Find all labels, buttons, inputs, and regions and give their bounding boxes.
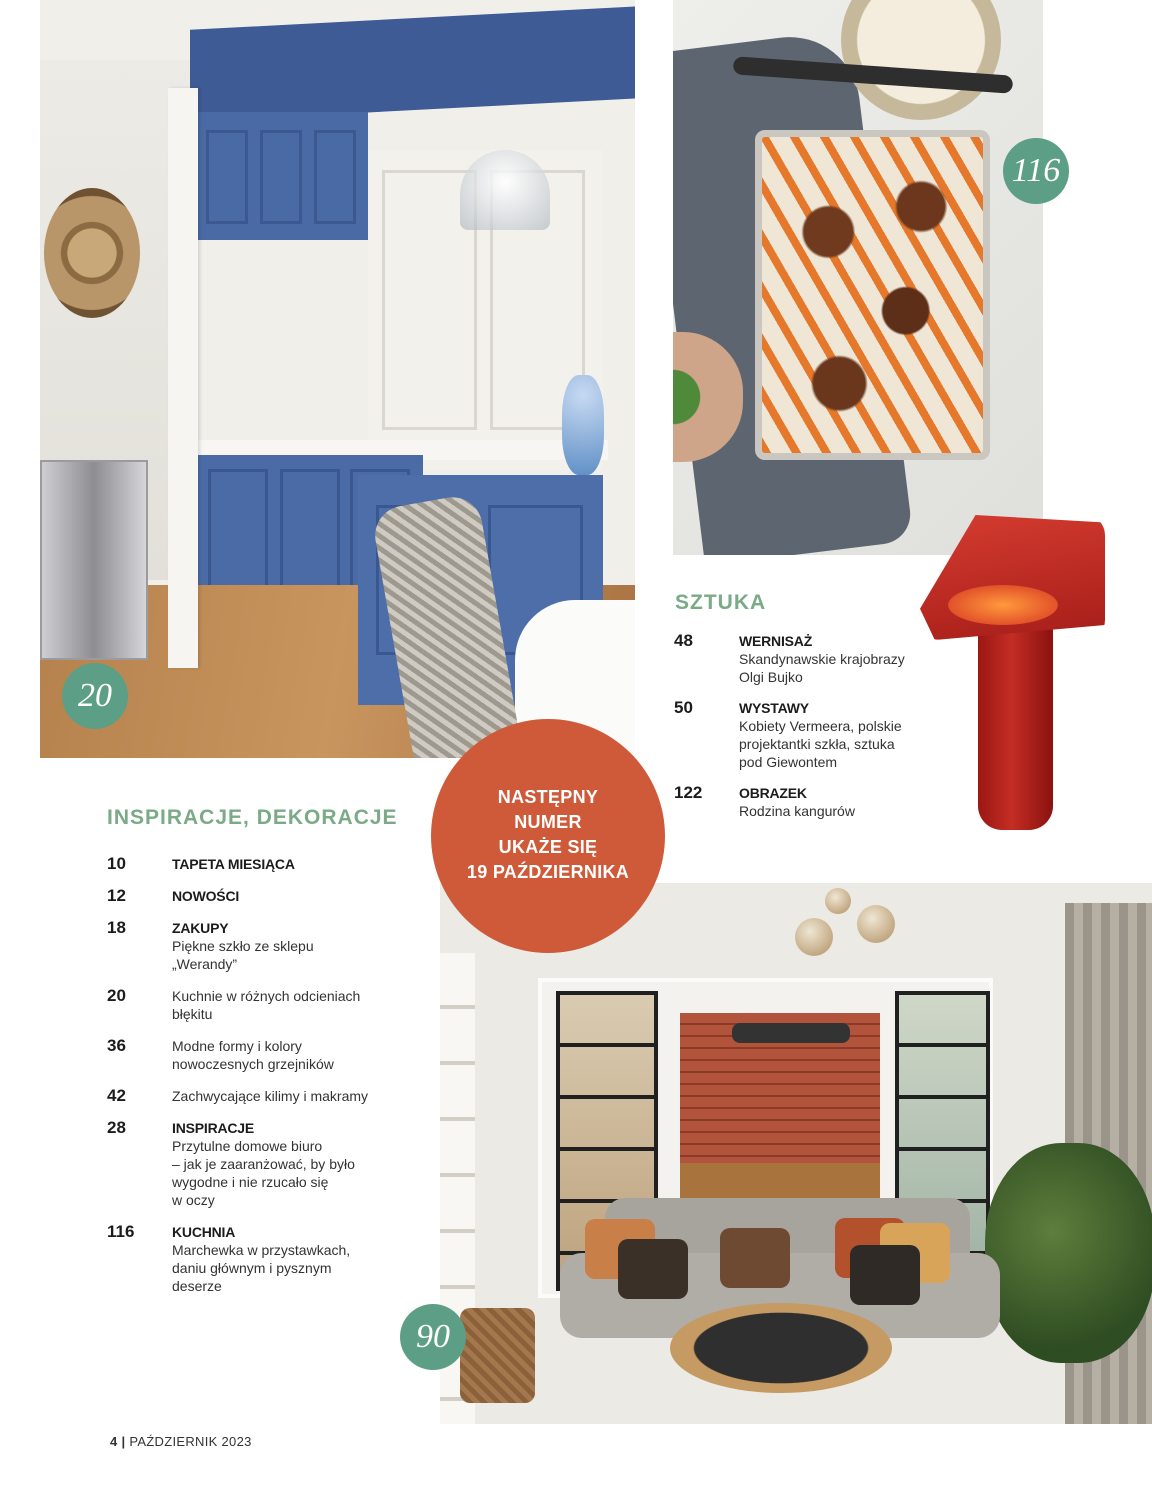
toc-entry-description: Rodzina kangurów [739, 803, 855, 819]
toc-entry-title: KUCHNIA [172, 1224, 236, 1240]
toc-entry[interactable] [107, 1119, 407, 1209]
toc-entry-description: Kuchnie w różnych odcieniach błękitu [172, 988, 361, 1022]
toc-entry-title: ZAKUPY [172, 920, 229, 936]
toc-entry-description: Zachwycające kilimy i makramy [172, 1088, 369, 1104]
next-issue-line: NASTĘPNY [497, 787, 599, 807]
toc-entry-description: Piękne szkło ze sklepu „Werandy” [172, 938, 314, 972]
toc-entry-text [172, 887, 239, 905]
toc-entry-title: NOWOŚCI [172, 888, 240, 904]
toc-entry-text [172, 987, 360, 1023]
toc-page-number: 12 [107, 886, 126, 905]
toc-entry[interactable] [674, 784, 924, 820]
toc-entry-title: INSPIRACJE [172, 1120, 255, 1136]
toc-entry[interactable] [674, 632, 924, 686]
section-title-inspiracje: INSPIRACJE, DEKORACJE [107, 806, 398, 829]
toc-page-number: 48 [674, 631, 693, 650]
toc-entry[interactable] [107, 987, 407, 1023]
toc-entry-description: Marchewka w przystawkach, daniu głównym i pysznym deserze [172, 1242, 351, 1294]
toc-page-number: 42 [107, 1086, 126, 1105]
page-badge-living[interactable]: 90 [400, 1304, 466, 1370]
footer-separator: | [121, 1434, 126, 1449]
toc-entry-text [172, 1037, 334, 1073]
toc-page-number: 122 [674, 783, 703, 802]
toc-entry-description: Skandynawskie krajobrazy Olgi Bujko [739, 651, 905, 685]
page-footer [110, 1434, 252, 1449]
toc-entry[interactable] [107, 1223, 407, 1295]
red-lamp-photo [920, 515, 1110, 835]
wall-clock [44, 188, 140, 318]
toc-entry-title: OBRAZEK [739, 785, 807, 801]
toc-entry-description: Modne formy i kolory nowoczesnych grzejników [172, 1038, 334, 1072]
toc-entry[interactable] [107, 855, 407, 873]
toc-entry-title: TAPETA MIESIĄCA [172, 856, 295, 872]
page-badge-food[interactable]: 116 [1003, 138, 1069, 204]
toc-entry[interactable] [107, 1037, 407, 1073]
toc-page-number: 20 [107, 986, 126, 1005]
toc-page-number: 50 [674, 698, 693, 717]
toc-page-number: 10 [107, 854, 126, 873]
living-room-photo [440, 883, 1152, 1424]
toc-entry[interactable] [107, 919, 407, 973]
kitchen-photo [40, 0, 635, 758]
toc-entry[interactable] [107, 1087, 407, 1105]
toc-entry-text [172, 1087, 368, 1105]
food-photo [673, 0, 1043, 555]
next-issue-line: NUMER [514, 812, 582, 832]
toc-entry-text [739, 699, 902, 771]
toc-entry-text [172, 1223, 350, 1295]
toc-entry[interactable] [107, 887, 407, 905]
page-badge-kitchen[interactable]: 20 [62, 663, 128, 729]
toc-entry-description: Przytulne domowe biuro – jak je zaaranżować, by było wygodne i nie rzucało się w oczy [172, 1138, 355, 1208]
next-issue-circle [431, 719, 665, 953]
next-issue-line: UKAŻE SIĘ [498, 837, 598, 857]
next-issue-line: 19 PAŹDZIERNIKA [466, 862, 630, 882]
issue-date: PAŹDZIERNIK 2023 [129, 1434, 252, 1449]
toc-sztuka [674, 632, 924, 833]
toc-entry-text [172, 919, 314, 973]
toc-inspiracje [107, 855, 407, 1309]
toc-entry-text [172, 855, 295, 873]
toc-page-number: 36 [107, 1036, 126, 1055]
toc-entry-text [739, 784, 855, 820]
toc-entry-title: WERNISAŻ [739, 633, 813, 649]
toc-entry[interactable] [674, 699, 924, 771]
toc-entry-text [172, 1119, 355, 1209]
toc-entry-text [739, 632, 905, 686]
toc-page-number: 18 [107, 918, 126, 937]
toc-entry-description: Kobiety Vermeera, polskie projektantki szkła, sztuka pod Giewontem [739, 718, 902, 770]
section-title-sztuka: SZTUKA [675, 591, 767, 614]
toc-page-number: 116 [107, 1222, 135, 1241]
toc-page-number: 28 [107, 1118, 126, 1137]
toc-entry-title: WYSTAWY [739, 700, 809, 716]
page-number: 4 [110, 1434, 118, 1449]
